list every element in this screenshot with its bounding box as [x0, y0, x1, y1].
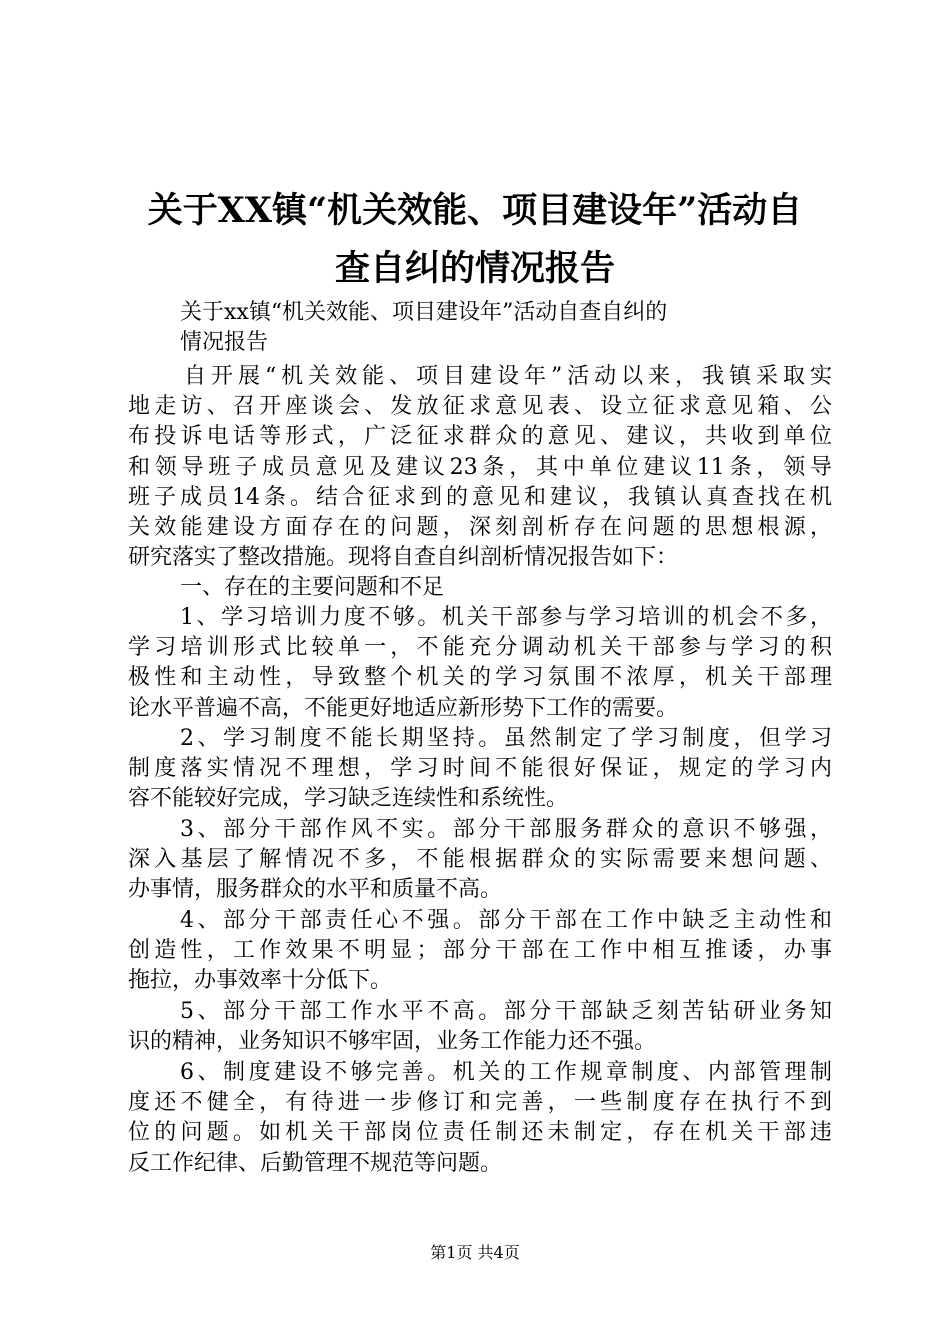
paragraph-line: 容不能较好完成，学习缺乏连续性和系统性。: [128, 786, 569, 812]
paragraph-line: 5、部分干部工作水平不高。部分干部缺乏刻苦钻研业务知: [180, 999, 832, 1024]
section-heading-text: 一、存在的主要问题和不足: [180, 575, 445, 600]
paragraph-line: 关效能建设方面存在的问题，深刻剖析存在问题的思想根源，: [128, 515, 832, 541]
document-subtitle-line: 关于xx镇“机关效能、项目建设年”活动自查自纠的: [180, 300, 668, 325]
paragraph-line: 班子成员14条。结合征求到的意见和建议，我镇认真查找在机: [128, 484, 832, 510]
paragraph-line: 6、制度建设不够完善。机关的工作规章制度、内部管理制: [180, 1060, 832, 1085]
paragraph-line: 极性和主动性，导致整个机关的学习氛围不浓厚，机关干部理: [128, 665, 832, 691]
paragraph-line: 1、学习培训力度不够。机关干部参与学习培训的机会不多，: [180, 605, 832, 630]
paragraph-intro: [128, 362, 832, 573]
document-subtitle-line: 情况报告: [180, 330, 269, 355]
paragraph-line: 识的精神，业务知识不够牢固，业务工作能力还不强。: [128, 1029, 657, 1055]
paragraph-item-4: [128, 906, 832, 997]
page-footer: [0, 1243, 950, 1263]
document-subtitle: [180, 298, 667, 358]
paragraph-item-5: [128, 997, 832, 1057]
paragraph-line: 研究落实了整改措施。现将自查自纠剖析情况报告如下：: [128, 545, 679, 571]
paragraph-line: 制度落实情况不理想，学习时间不能很好保证，规定的学习内: [128, 756, 832, 782]
document-title-line: 查自纠的情况报告: [334, 248, 615, 289]
document-title-line: 关于XX镇“机关效能、项目建设年”活动自: [147, 190, 803, 231]
paragraph-line: 3、部分干部作风不实。部分干部服务群众的意识不够强，: [180, 817, 832, 842]
section-heading: [128, 573, 832, 603]
paragraph-line: 深入基层了解情况不多，不能根据群众的实际需要来想问题、: [128, 847, 832, 873]
paragraph-item-2: [128, 724, 832, 815]
paragraph-line: 位的问题。如机关干部岗位责任制还未制定，存在机关干部违: [128, 1120, 832, 1146]
paragraph-line: 4、部分干部责任心不强。部分干部在工作中缺乏主动性和: [180, 908, 832, 933]
paragraph-line: 和领导班子成员意见及建议23条，其中单位建议11条，领导: [128, 454, 832, 480]
paragraph-line: 反工作纪律、后勤管理不规范等问题。: [128, 1150, 503, 1176]
paragraph-line: 度还不健全，有待进一步修订和完善，一些制度存在执行不到: [128, 1090, 832, 1116]
paragraph-item-3: [128, 815, 832, 906]
paragraph-line: 布投诉电话等形式，广泛征求群众的意见、建议，共收到单位: [128, 424, 832, 450]
paragraph-line: 2、学习制度不能长期坚持。虽然制定了学习制度，但学习: [180, 726, 832, 751]
document-title: [100, 182, 850, 298]
paragraph-line: 创造性，工作效果不明显；部分干部在工作中相互推诿，办事: [128, 938, 832, 964]
paragraph-item-6: [128, 1058, 832, 1179]
paragraph-line: 论水平普遍不高，不能更好地适应新形势下工作的需要。: [128, 695, 679, 721]
paragraph-line: 拖拉，办事效率十分低下。: [128, 968, 393, 994]
paragraph-line: 学习培训形式比较单一，不能充分调动机关干部参与学习的积: [128, 635, 832, 661]
paragraph-line: 办事情，服务群众的水平和质量不高。: [128, 877, 503, 903]
page-number: 第1页 共4页: [430, 1243, 520, 1262]
paragraph-item-1: [128, 603, 832, 724]
paragraph-line: 地走访、召开座谈会、发放征求意见表、设立征求意见箱、公: [128, 394, 832, 420]
paragraph-line: 自开展“机关效能、项目建设年”活动以来，我镇采取实: [184, 364, 832, 389]
